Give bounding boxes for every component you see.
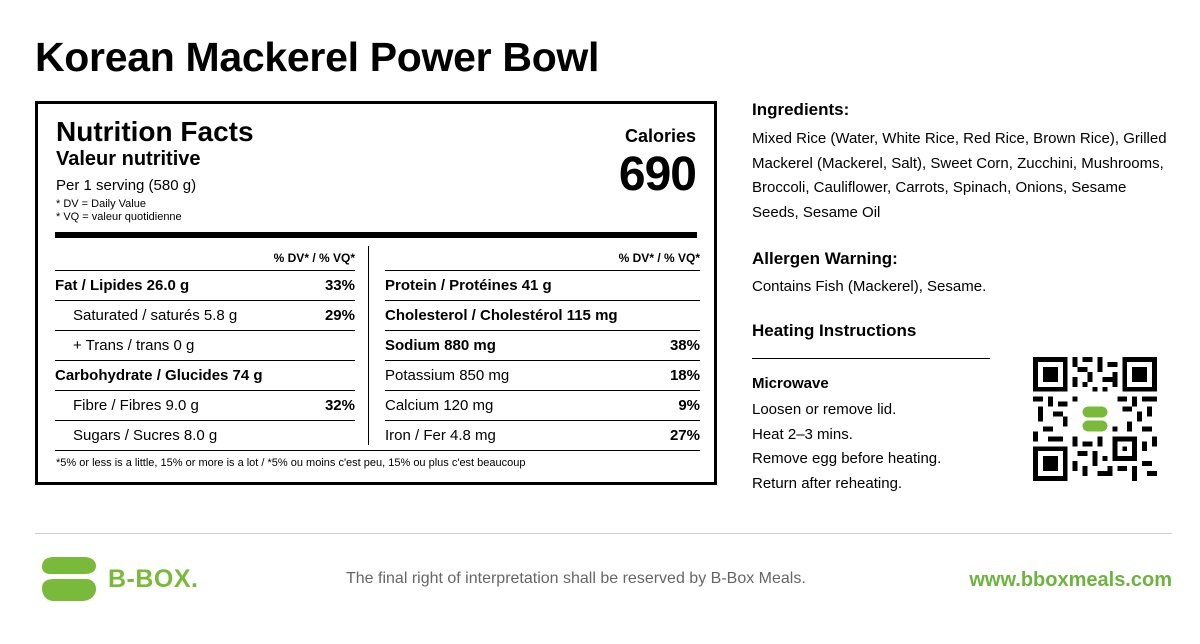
nutrient-column-right bbox=[385, 246, 700, 451]
nutrient-dv: 18% bbox=[669, 367, 700, 384]
nutrient-row-potassium bbox=[385, 361, 700, 391]
nutrient-row-calcium bbox=[385, 391, 700, 421]
nutrient-dv: 9% bbox=[678, 397, 700, 414]
nutrient-dv: 27% bbox=[669, 427, 700, 444]
heating-step: Loosen or remove lid. bbox=[752, 401, 897, 418]
calories-value: 690 bbox=[618, 148, 696, 201]
heating-step: Return after reheating. bbox=[752, 474, 903, 492]
nutrient-dv: 33% bbox=[324, 277, 355, 294]
dv-footnote: *5% or less is a little, 15% or more is a lot / *5% ou moins c'est peu, 15% ou plus c'est beaucoup bbox=[56, 457, 526, 469]
nutrient-row-protein bbox=[385, 271, 700, 301]
brand-name: B-BOX. bbox=[108, 565, 199, 593]
heating-divider bbox=[752, 358, 990, 359]
nutrient-dv: 38% bbox=[669, 337, 700, 354]
allergen-heading: Allergen Warning: bbox=[752, 249, 898, 268]
dv-header-left: % DV* / % VQ* bbox=[55, 246, 355, 271]
ingredients-section bbox=[752, 100, 1172, 225]
nutrient-label: Fat / Lipides 26.0 g bbox=[55, 277, 190, 294]
allergen-text: Contains Fish (Mackerel), Sesame. bbox=[752, 278, 987, 295]
nutrient-row-iron bbox=[385, 421, 700, 451]
heating-method: Microwave bbox=[752, 375, 829, 392]
nutrient-row-sodium bbox=[385, 331, 700, 361]
nutrition-facts-panel bbox=[35, 101, 717, 485]
ingredients-text: Mixed Rice (Water, White Rice, Red Rice, Brown Rice), Grilled Mackerel (Mackerel, Salt), Sweet Corn, Zucchini, Mushrooms, Broccoli, Cauliflower, Carrots, Spinach, Onions, Sesame Seeds, Sesame Oil bbox=[752, 130, 1167, 221]
nutrient-row-sugars bbox=[55, 421, 355, 451]
nutrient-dv: 29% bbox=[324, 307, 355, 324]
website-link[interactable]: www.bboxmeals.com bbox=[969, 569, 1172, 591]
b-box-logo-icon bbox=[40, 555, 96, 603]
nutrient-label: Calcium 120 mg bbox=[385, 397, 494, 414]
nutrient-row-carbohydrate bbox=[55, 361, 355, 391]
nutrient-label: Saturated / saturés 5.8 g bbox=[73, 307, 238, 324]
vq-note: * VQ = valeur quotidienne bbox=[56, 211, 182, 223]
nutrient-row-saturated bbox=[55, 301, 355, 331]
nutrition-title: Nutrition Facts bbox=[56, 116, 254, 147]
dv-note: * DV = Daily Value bbox=[56, 198, 146, 210]
nutrient-label: Potassium 850 mg bbox=[385, 367, 510, 384]
calories-label: Calories bbox=[624, 126, 696, 146]
footer-divider bbox=[35, 533, 1172, 534]
ingredients-heading: Ingredients: bbox=[752, 100, 850, 119]
heating-steps bbox=[752, 398, 941, 496]
nutrient-row-fibre bbox=[55, 391, 355, 421]
nutrient-label: + Trans / trans 0 g bbox=[73, 337, 195, 354]
nutrient-row-trans bbox=[55, 331, 355, 361]
nutrient-label: Fibre / Fibres 9.0 g bbox=[73, 397, 199, 414]
column-divider bbox=[368, 246, 369, 445]
heating-step: Heat 2–3 mins. bbox=[752, 425, 853, 443]
nutrient-row-cholesterol bbox=[385, 301, 700, 331]
nutrient-row-fat bbox=[55, 271, 355, 301]
product-title: Korean Mackerel Power Bowl bbox=[35, 34, 600, 80]
nutrient-dv: 32% bbox=[324, 397, 355, 414]
nutrient-label: Carbohydrate / Glucides 74 g bbox=[55, 367, 263, 384]
nutrient-label: Sodium 880 mg bbox=[385, 337, 496, 354]
dv-header-right: % DV* / % VQ* bbox=[385, 246, 700, 271]
nutrient-label: Protein / Protéines 41 g bbox=[385, 277, 552, 294]
nutrition-subtitle: Valeur nutritive bbox=[56, 148, 201, 170]
nutrient-label: Sugars / Sucres 8.0 g bbox=[73, 427, 218, 444]
thick-divider bbox=[55, 232, 697, 238]
heating-step: Remove egg before heating. bbox=[752, 450, 942, 467]
nutrient-label: Cholesterol / Cholestérol 115 mg bbox=[385, 307, 618, 324]
nutrient-label: Iron / Fer 4.8 mg bbox=[385, 427, 496, 444]
bottom-divider bbox=[55, 450, 697, 451]
heating-heading: Heating Instructions bbox=[752, 321, 917, 340]
nutrient-column-left bbox=[55, 246, 355, 451]
disclaimer-text: The final right of interpretation shall be reserved by B-Box Meals. bbox=[346, 570, 806, 587]
serving-size: Per 1 serving (580 g) bbox=[56, 177, 197, 194]
qr-code-icon[interactable] bbox=[1033, 357, 1157, 481]
